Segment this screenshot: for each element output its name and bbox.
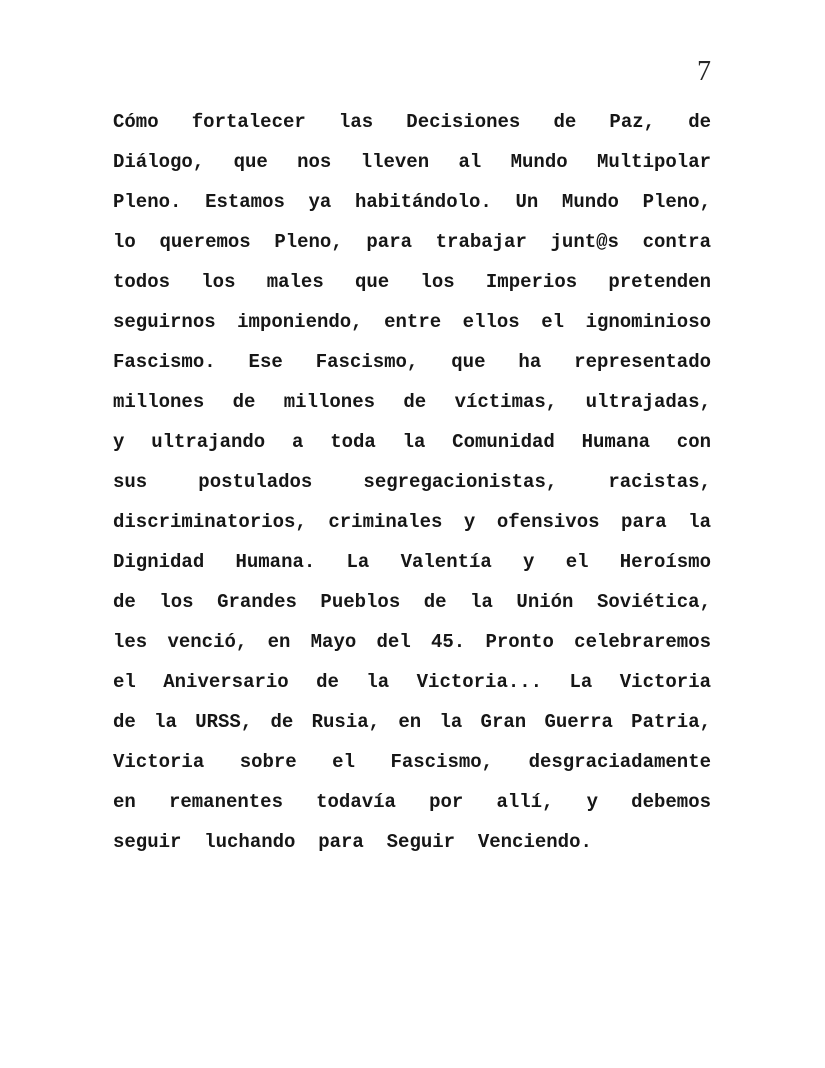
paragraph bbox=[113, 102, 711, 862]
text-line: discriminatorios, criminales y ofensivos para la bbox=[113, 511, 711, 533]
text-line: Dignidad Humana. La Valentía y el Heroísmo bbox=[113, 551, 711, 573]
text-line: sus postulados segregacionistas, racistas, bbox=[113, 471, 711, 493]
text-line: seguirnos imponiendo, entre ellos el ignominioso bbox=[113, 311, 711, 333]
text-line: Pleno. Estamos ya habitándolo. Un Mundo Pleno, bbox=[113, 191, 711, 213]
text-line: de los Grandes Pueblos de la Unión Soviética, bbox=[113, 591, 711, 613]
page-number: 7 bbox=[697, 56, 711, 87]
text-line: Victoria sobre el Fascismo, desgraciadamente bbox=[113, 751, 711, 773]
text-line: Diálogo, que nos lleven al Mundo Multipolar bbox=[113, 151, 711, 173]
text-line: todos los males que los Imperios pretenden bbox=[113, 271, 711, 293]
text-line: les venció, en Mayo del 45. Pronto celebraremos bbox=[113, 631, 711, 653]
text-line: Fascismo. Ese Fascismo, que ha representado bbox=[113, 351, 711, 373]
text-line: y ultrajando a toda la Comunidad Humana con bbox=[113, 431, 711, 453]
text-line: de la URSS, de Rusia, en la Gran Guerra Patria, bbox=[113, 711, 711, 733]
text-line: seguir luchando para Seguir Venciendo. bbox=[113, 831, 592, 853]
text-line: el Aniversario de la Victoria... La Victoria bbox=[113, 671, 711, 693]
text-line: lo queremos Pleno, para trabajar junt@s contra bbox=[113, 231, 711, 253]
text-line: millones de millones de víctimas, ultrajadas, bbox=[113, 391, 711, 413]
text-line: Cómo fortalecer las Decisiones de Paz, de bbox=[113, 111, 711, 133]
text-line: en remanentes todavía por allí, y debemos bbox=[113, 791, 711, 813]
